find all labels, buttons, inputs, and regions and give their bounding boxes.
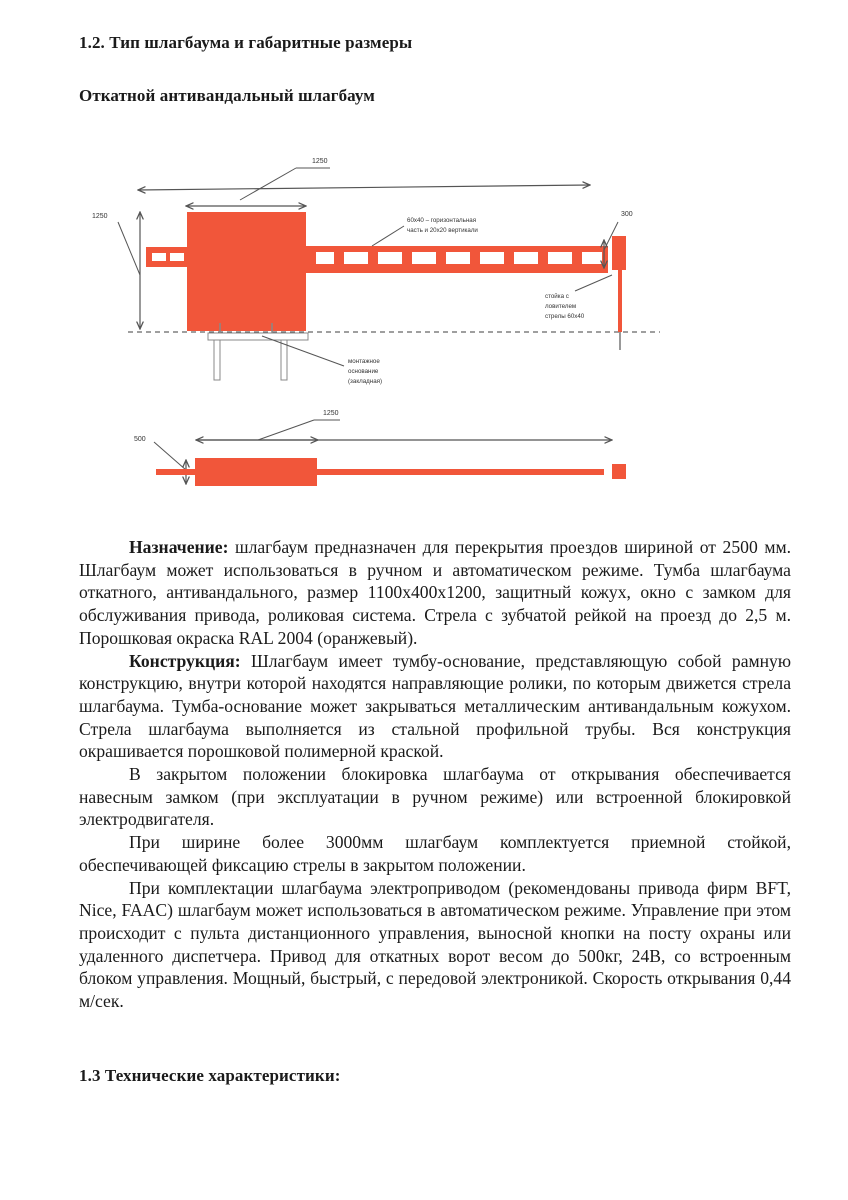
plan-housing (195, 458, 317, 486)
width-dimension-line (138, 185, 590, 190)
plan-view (134, 410, 626, 486)
barrier-housing (187, 212, 306, 331)
post-note-line-2: ловителем (545, 303, 577, 310)
width-leader (240, 168, 296, 200)
barrier-type-title: Откатной антивандальный шлагбаум (79, 86, 375, 105)
plan-post (612, 464, 626, 479)
boom-note-line-2: часть и 20х20 вертикали (407, 227, 478, 234)
plan-width-dimension-label: 1250 (323, 410, 339, 417)
receiving-post-head (612, 236, 626, 270)
base-note-line-3: (закладная) (348, 378, 383, 385)
plan-width-leader (258, 420, 314, 440)
locking-paragraph: В закрытом положении блокировка шлагбаума от открывания обеспечивается навесным замком (при эксплуатации в ручном режиме) или встроенной блокировкой электродвигателя. (79, 764, 791, 830)
construction-text: Шлагбаум имеет тумбу-основание, представляющую собой рамную конструкцию, внутри которой находятся направляющие ролики, по которым движется стрела шлагбаума. Тумба-основание может закрываться металлическим антивандальным кожухом. Стрела шлагбаума выполняется из стальной профильной трубы. Вся конструкция окрашивается порошковой полимерной краской. (79, 650, 791, 762)
side-view (92, 158, 660, 385)
width-dimension-label: 1250 (312, 158, 328, 165)
purpose-label: Назначение: (129, 537, 229, 557)
plan-boom (317, 469, 604, 475)
post-note-line-3: стрелы 60х40 (545, 313, 585, 320)
tech-specs-heading: 1.3 Технические характеристики: (79, 1066, 341, 1085)
height-leader (118, 222, 140, 275)
post-note-leader (575, 275, 612, 291)
plan-depth-dimension-label: 500 (134, 436, 146, 443)
construction-paragraph (79, 650, 791, 764)
base-note-line-1: монтажное (348, 358, 380, 365)
boom (306, 246, 608, 273)
receiving-post (618, 270, 622, 332)
post-note-line-1: стойка с (545, 293, 569, 300)
boom-rear-window (170, 253, 184, 261)
receiving-post-paragraph: При ширине более 3000мм шлагбаум комплектуется приемной стойкой, обеспечивающей фиксацию стрелы в закрытом положении. (79, 832, 791, 875)
barrier-dimension-drawing (0, 0, 848, 520)
height-dimension-label: 1250 (92, 213, 108, 220)
post-dimension-label: 300 (621, 211, 633, 218)
section-heading: 1.2. Тип шлагбаума и габаритные размеры (79, 33, 413, 52)
plan-depth-leader (154, 442, 186, 470)
boom-rear-window (152, 253, 166, 261)
purpose-text: шлагбаум предназначен для перекрытия проездов шириной от 2500 мм. Шлагбаум может использоваться в ручном и автоматическом режиме. Тумба шлагбаума откатного, антивандального, размер 1100х400х1200, защитный кожух, окно с замком для обслуживания привода, роликовая система. Стрела с зубчатой рейкой на проезд до 2,5 м. Порошковая окраска RAL 2004 (оранжевый). (79, 537, 791, 648)
boom-note-line-1: 60х40 – горизонтальная (407, 217, 477, 224)
construction-label: Конструкция: (129, 650, 241, 671)
boom-note-leader (372, 226, 404, 246)
description-text (79, 536, 791, 1013)
electric-drive-paragraph: При комплектации шлагбаума электроприводом (рекомендованы привода фирм BFT, Nice, FAAC) шлагбаум может использоваться в автоматическом режиме. Управление при этом происходит с пульта дистанционного управления, выносной кнопки на посту охраны или удаленного диспетчера. Привод для откатных ворот весом до 500кг, 24В, со встроенным блоком управления. Мощный, быстрый, с передовой электроникой. Скорость открывания 0,44 м/сек. (79, 877, 791, 1012)
plan-rear-bar (156, 469, 195, 475)
base-note-line-2: основание (348, 368, 379, 375)
purpose-paragraph (79, 536, 791, 650)
